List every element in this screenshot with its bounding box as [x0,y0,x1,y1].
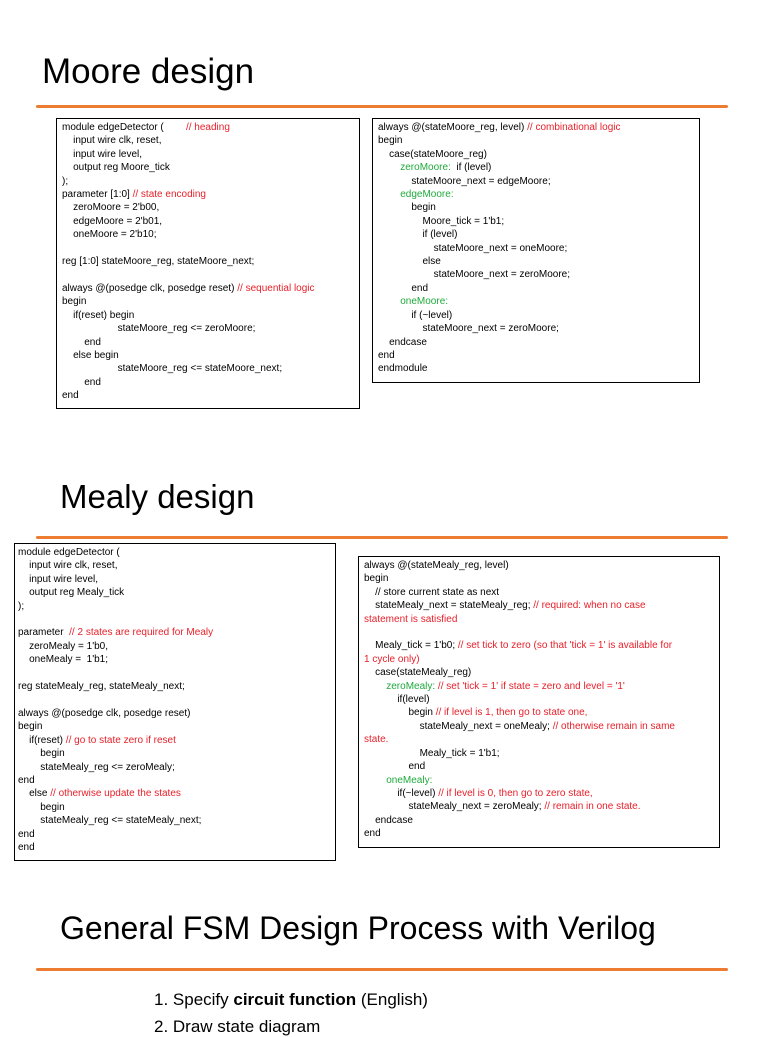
code-text [378,189,400,200]
code-comment: // combinational logic [527,122,621,133]
code-line [378,242,621,255]
code-text: reg stateMealy_reg, stateMealy_next; [18,681,185,693]
code-text [378,162,400,173]
code-line [62,242,315,255]
moore-design-heading: Moore design [42,52,255,91]
code-line [18,693,213,706]
code-text: always @(stateMoore_reg, level) [378,122,528,133]
code-line [62,349,315,362]
code-line [378,362,621,375]
code-text: stateMoore_next = zeroMoore; [378,269,571,281]
code-text: end [378,282,429,294]
moore-sequential-code [62,121,315,403]
code-text: Moore_tick = 1'b1; [378,215,505,227]
code-comment: // go to state zero if reset [65,734,176,746]
code-text: case(stateMoore_reg) [378,148,487,160]
code-text [378,296,400,307]
code-text: stateMealy_next = oneMealy; [364,720,553,732]
code-state-label: oneMealy: [386,774,433,786]
code-text: begin [364,707,436,719]
code-text: if(reset) [18,734,66,746]
code-line [378,336,621,349]
step-bold-text: circuit function [233,990,357,1009]
code-text: case(stateMealy_reg) [364,667,472,679]
code-comment: // required: when no case [533,600,646,612]
code-line [364,706,675,719]
code-text: begin [62,296,87,308]
code-comment: // if level is 0, then go to zero state, [438,787,593,799]
code-text: output reg Moore_tick [62,162,170,174]
code-text [364,681,386,692]
code-text: end [62,390,79,402]
code-line [364,787,675,800]
code-line [18,586,213,599]
code-line [364,586,675,599]
code-text: end [62,336,101,348]
code-comment: statement is satisfied [364,613,458,625]
code-text: stateMoore_next = oneMoore; [378,242,568,254]
code-text: if (level) [378,229,458,241]
code-text: begin [18,721,43,733]
code-line [18,787,213,800]
code-line [18,841,213,854]
code-line [378,309,621,322]
code-text: else [18,788,51,800]
code-text: endcase [364,814,413,826]
code-text: begin [378,202,436,214]
code-line [378,322,621,335]
code-line [378,161,621,174]
step-text: 1. Specify [154,990,234,1009]
code-line [18,747,213,760]
code-text: begin [364,573,389,585]
code-line [62,255,315,268]
code-text: end [18,774,35,786]
code-text: if (~level) [378,309,453,321]
mealy-sequential-code-box [14,543,336,861]
code-line [364,653,675,666]
code-text: stateMealy_next = zeroMealy; [364,801,545,813]
code-line [364,680,675,693]
code-text: stateMealy_next = stateMealy_reg; [364,600,534,612]
code-text: reg [1:0] stateMoore_reg, stateMoore_next; [62,256,255,268]
code-line [18,720,213,733]
code-line [378,201,621,214]
code-state-label: edgeMoore: [400,189,454,201]
code-line [364,626,675,639]
code-line [378,228,621,241]
code-text: stateMealy_reg <= zeroMealy; [18,761,175,773]
code-line [62,376,315,389]
code-text: end [18,828,35,840]
code-text: ); [18,600,25,612]
code-line [378,255,621,268]
code-line [18,640,213,653]
code-line [62,309,315,322]
code-text: begin [378,135,403,147]
code-line [364,733,675,746]
code-state-label: zeroMoore: [400,162,451,174]
code-line [364,613,675,626]
code-text: stateMealy_reg <= stateMealy_next; [18,815,202,827]
code-text: ); [62,175,69,187]
code-line [62,121,315,134]
code-line [378,175,621,188]
code-comment: state. [364,734,389,746]
heading-underline [36,968,728,971]
code-line [364,693,675,706]
step-text: (English) [356,990,428,1009]
code-line [18,680,213,693]
code-text: end [18,841,35,853]
code-line [18,814,213,827]
heading-underline [36,536,728,539]
code-text: Mealy_tick = 1'b0; [364,640,458,652]
code-text: parameter [1:0] [62,189,133,201]
code-comment: // set 'tick = 1' if state = zero and level = '1' [435,680,625,692]
code-line [364,800,675,813]
code-text: always @(posedge clk, posedge reset) [18,707,191,719]
code-text: input wire level, [18,573,99,585]
code-text: begin [18,801,65,813]
code-text: oneMealy = 1'b1; [18,654,109,666]
code-line [18,828,213,841]
code-comment: // remain in one state. [544,801,641,813]
code-line [18,734,213,747]
code-line [18,761,213,774]
code-line [18,559,213,572]
code-line [364,559,675,572]
code-line [62,228,315,241]
code-comment: // 2 states are required for Mealy [69,627,214,639]
heading-underline [36,105,728,108]
code-text: stateMoore_next = zeroMoore; [378,323,559,335]
code-line [62,362,315,375]
code-text: endmodule [378,363,428,375]
code-line [62,295,315,308]
code-line [62,161,315,174]
code-line [378,121,621,134]
code-line [62,175,315,188]
code-line [62,201,315,214]
code-line [18,613,213,626]
code-line [364,747,675,760]
code-text: end [378,349,395,361]
code-state-label: zeroMealy: [386,680,436,692]
code-text: end [364,828,381,840]
code-line [364,572,675,585]
code-line [378,215,621,228]
mealy-design-heading: Mealy design [60,478,255,515]
code-line [364,599,675,612]
code-text [364,775,386,786]
code-line [378,148,621,161]
code-line [18,707,213,720]
code-line [18,653,213,666]
code-line [62,282,315,295]
code-text: if(reset) begin [62,309,135,321]
fsm-process-heading: General FSM Design Process with Verilog [60,910,656,946]
process-step-2 [154,1017,320,1037]
code-line [364,827,675,840]
code-text: output reg Mealy_tick [18,587,125,599]
code-line [364,639,675,652]
process-step-1 [154,990,428,1010]
code-line [378,295,621,308]
mealy-combinational-code-box [358,556,720,848]
code-text: begin [18,748,65,760]
mealy-sequential-code [18,546,213,854]
code-comment: // heading [185,122,230,133]
moore-sequential-code-box [56,118,360,409]
code-comment: // set tick to zero (so that 'tick = 1' is available for [457,640,673,652]
code-text: stateMoore_reg <= stateMoore_next; [62,363,283,375]
code-line [18,801,213,814]
code-line [378,188,621,201]
code-text: end [364,761,426,773]
code-text: parameter [18,627,70,639]
code-text: else begin [62,349,119,361]
code-text: // store current state as next [364,586,500,598]
code-line [378,349,621,362]
code-line [364,774,675,787]
code-line [62,322,315,335]
code-text: if(level) [364,694,430,706]
code-line [18,600,213,613]
code-text: input wire clk, reset, [18,560,118,572]
code-comment: // state encoding [132,189,206,201]
code-text: endcase [378,336,427,348]
code-text: oneMoore = 2'b10; [62,229,157,241]
code-line [378,134,621,147]
code-state-label: oneMoore: [400,296,449,308]
code-line [62,336,315,349]
code-text: Mealy_tick = 1'b1; [364,747,500,759]
code-text: always @(stateMealy_reg, level) [364,560,509,571]
code-line [364,814,675,827]
code-line [62,389,315,402]
code-text: end [62,376,101,388]
code-line [18,626,213,639]
code-text: stateMoore_reg <= zeroMoore; [62,323,256,335]
code-comment: // if level is 1, then go to state one, [435,707,588,719]
code-line [62,134,315,147]
moore-combinational-code [378,121,621,376]
code-text: input wire level, [62,148,143,160]
code-comment: // otherwise remain in same [552,720,675,732]
mealy-combinational-code [364,559,675,841]
code-line [364,666,675,679]
code-text: zeroMealy = 1'b0, [18,640,109,652]
moore-combinational-code-box [372,118,700,383]
code-line [378,282,621,295]
code-text: else [378,256,441,268]
code-line [18,546,213,559]
code-line [62,148,315,161]
code-text: module edgeDetector ( [62,122,186,133]
code-line [364,760,675,773]
code-text: zeroMoore = 2'b00, [62,202,160,214]
code-text: if (level) [450,162,492,174]
code-text: stateMoore_next = edgeMoore; [378,175,551,187]
code-text: edgeMoore = 2'b01, [62,215,163,227]
code-comment: // otherwise update the states [50,788,181,800]
code-text: module edgeDetector ( [18,547,120,558]
code-text: input wire clk, reset, [62,135,162,147]
code-line [364,720,675,733]
code-comment: // sequential logic [237,282,315,294]
code-line [18,667,213,680]
code-line [62,268,315,281]
code-line [18,573,213,586]
code-comment: 1 cycle only) [364,653,420,665]
code-line [62,215,315,228]
code-text: always @(posedge clk, posedge reset) [62,282,238,294]
code-line [18,774,213,787]
code-text: if(~level) [364,787,439,799]
code-line [378,268,621,281]
code-line [62,188,315,201]
step-text: 2. Draw state diagram [154,1017,321,1036]
